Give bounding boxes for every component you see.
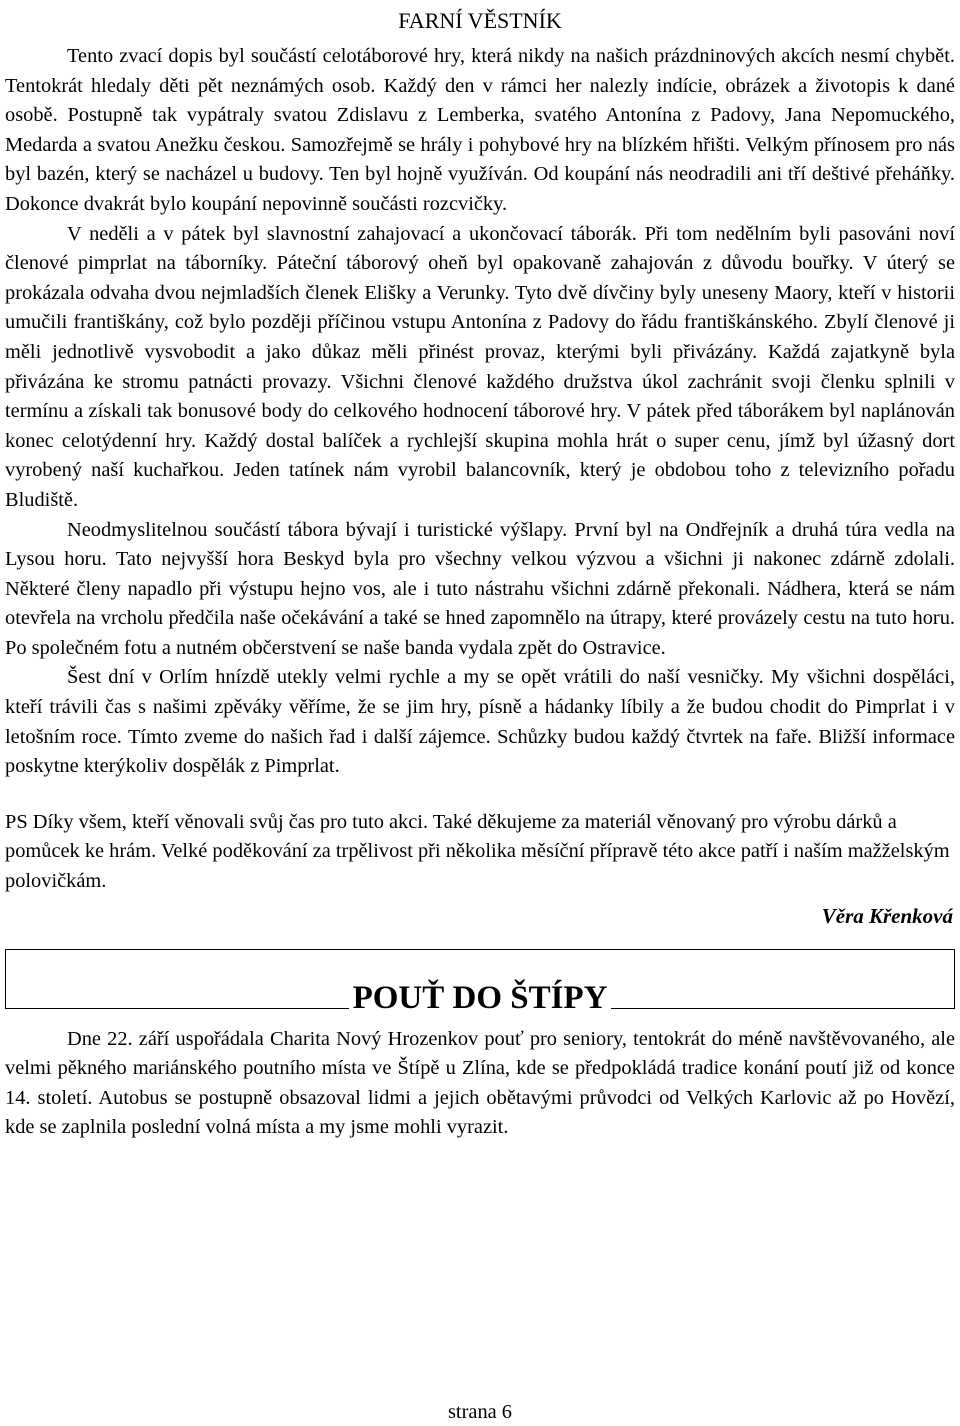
section-heading bbox=[349, 978, 612, 1018]
article-paragraph-3: Neodmyslitelnou součástí tábora bývají i turistické výšlapy. První byl na Ondřejník a druhá túra vedla na Lysou horu. Tato nejvyšší hora Beskyd byla pro všechny velkou výzvou a všichni ji nakonec zdárně zdolali. Některé členy napadlo při výstupu hejno vos, ale i tuto nástrahu všichni zdárně překonali. Nádhera, která se nám otevřela na vrcholu předčila naše očekávání a také se hned zapomnělo na útrapy, které provázely cestu na tuto horu. Po společném fotu a nutném občerstvení se naše banda vydala zpět do Ostravice. bbox=[5, 518, 955, 659]
pilgrimage-paragraph: Dne 22. září uspořádala Charita Nový Hrozenkov pouť pro seniory, tentokrát do méně navštěvovaného, ale velmi pěkného mariánského poutního místa ve Štípě u Zlína, kde se předpokládá tradice konání poutí již od konce 14. století. Autobus se postupně obsazoval lidmi a jejich obětavými průvodci od Velkých Karlovic až po Hovězí, kde se zaplnila poslední volná místa a my jsme mohli vyrazit. bbox=[5, 1027, 955, 1139]
postscript: PS Díky všem, kteří věnovali svůj čas pro tuto akci. Také děkujeme za materiál věnovaný pro výrobu dárků a pomůcek ke hrám. Velké poděkování za trpělivost při několika měsíční přípravě této akce patří i naším mažželským polovičkám. bbox=[5, 810, 950, 893]
article-paragraph-1: Tento zvací dopis byl součástí celotáborové hry, která nikdy na našich prázdninových akcích nesmí chybět. Tentokrát hledaly děti pět neznámých osob. Každý den v rámci her nalezly indície, obrázek a životopis k dané osobě. Postupně tak vypátraly svatou Zdislavu z Lemberka, svatého Antonína z Padovy, Jana Nepomuckého, Medarda a svatou Anežku českou. Samozřejmě se hrály i pohybové hry na blízkém hřišti. Velkým přínosem pro nás byl bazén, který se nacházel u budovy. Ten byl hojně využíván. Od koupání nás neodradili ani tří deštivé přeháňky. Dokonce dvakrát bylo koupání nepovinně součásti rozcvičky. bbox=[5, 45, 955, 215]
page-number: strana 6 bbox=[448, 1401, 512, 1423]
article-paragraph-4: Šest dní v Orlím hnízdě utekly velmi rychle a my se opět vrátili do naší vesničky. My všichni dospěláci, kteří trávili čas s našimi zpěváky věříme, že se jim hry, písně a hádanky líbily a že budou chodit do Pimprlat i v letošním roce. Tímto zveme do našich řad i další zájemce. Schůzky budou každý čtvrtek na faře. Bližší informace poskytne kterýkoliv dospělák z Pimprlat. bbox=[5, 666, 955, 778]
section-divider-box bbox=[5, 949, 955, 1016]
newsletter-page bbox=[5, 0, 955, 1143]
author-signature: Věra Křenková bbox=[821, 903, 953, 928]
section-heading-text: POUŤ DO ŠTÍPY bbox=[352, 979, 608, 1016]
article-camp bbox=[5, 42, 955, 931]
article-paragraph-2: V neděli a v pátek byl slavnostní zahajovací a ukončovací táborák. Při tom nedělním byli pasováni noví členové pimprlat na táborníky. Páteční táborový oheň byl opakovaně zahajován z důvodu bouřky. V úterý se prokázala odvaha dvou nejmladších členek Elišky a Verunky. Tyto dvě dívčiny byly uneseny Maory, kteří v historii umučili františkány, což bylo později příčinou vstupu Antonína z Padovy do řádu františkánského. Zbylí členové ji měli jednotlivě vysvobodit a jako důkaz měli přinést provaz, kterými byli přivázány. Každá zajatkyně byla přivázána ke stromu patnácti provazy. Všichni členové každého družstva úkol zachránit svoji členku splnili v termínu a získali tak bonusové body do celkového hodnocení táborové hry. V pátek před táborákem byl naplánován konec celotýdenní hry. Každý dostal balíček a rychlejší skupina mohla hrát o super cenu, jímž byl úžasný dort vyrobený naší kuchařkou. Jeden tatínek nám vyrobil balancovník, který je obdobou toho z televizního pořadu Bludiště. bbox=[5, 222, 955, 511]
article-pilgrimage bbox=[5, 1025, 955, 1143]
newsletter-title: FARNÍ VĚSTNÍK bbox=[398, 8, 562, 33]
